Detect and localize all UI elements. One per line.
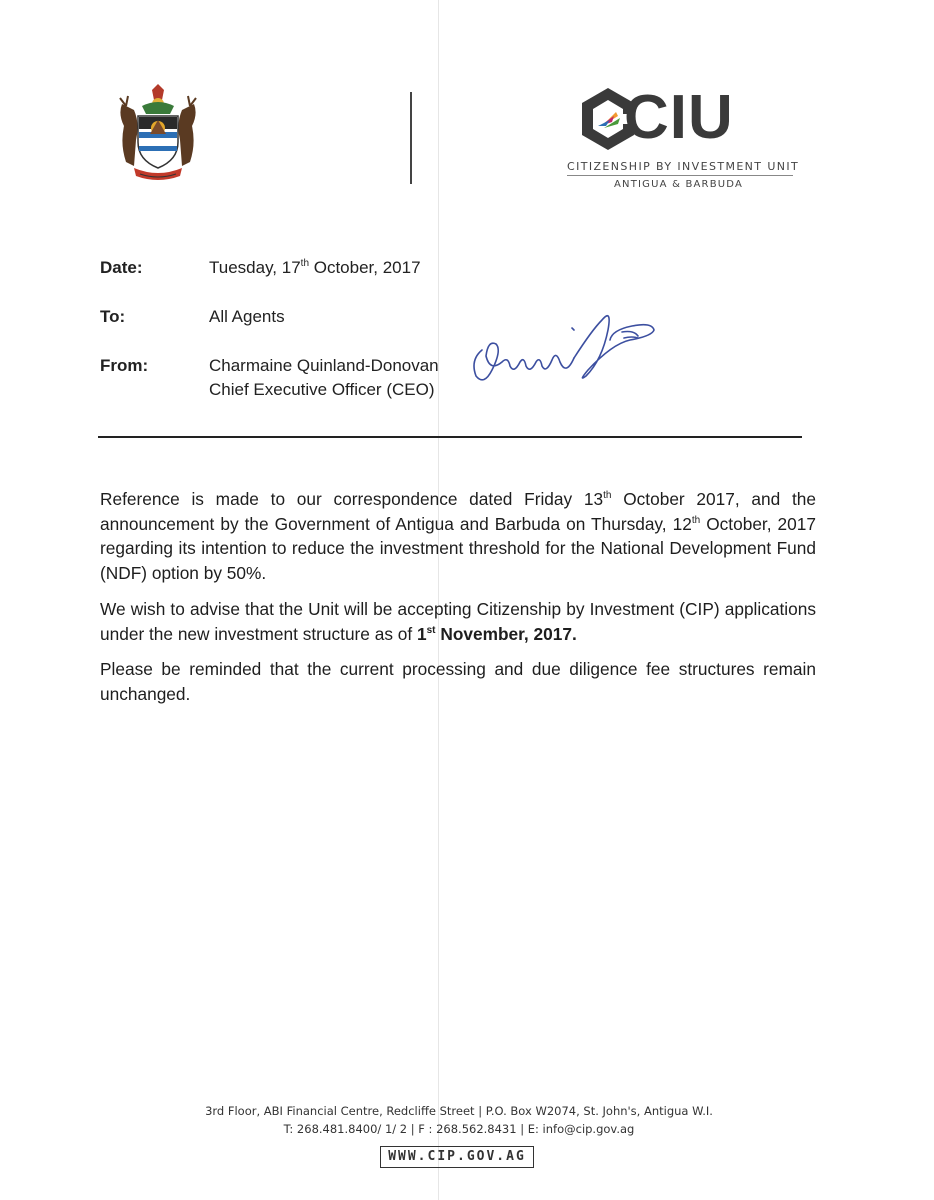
date-value: Tuesday, 17th October, 2017 — [209, 258, 421, 277]
footer-website: WWW.CIP.GOV.AG — [380, 1146, 534, 1168]
body-paragraph-2: We wish to advise that the Unit will be accepting Citizenship by Investment (CIP) applications under the new investment structure as of 1st November, 2017. — [100, 599, 816, 644]
to-value: All Agents — [209, 307, 285, 326]
body-paragraph-1: Reference is made to our correspondence dated Friday 13th October 2017, and the announcement by the Government of Antigua and Barbuda on Thursday, 12th October, 2017 regarding its intention to reduce the investment threshold for the National Development Fund (NDF) option by 50%. — [100, 489, 817, 583]
footer-contact: T: 268.481.8400/ 1/ 2 | F : 268.562.8431 | E: info@cip.gov.ag — [283, 1122, 635, 1136]
logo-country: ANTIGUA & BARBUDA — [614, 179, 744, 190]
logo-underline — [567, 175, 793, 176]
date-label: Date: — [100, 258, 143, 277]
header-divider — [410, 92, 412, 184]
from-name: Charmaine Quinland-Donovan — [209, 356, 439, 375]
from-label: From: — [100, 356, 149, 375]
ciu-logo-text: CIU — [624, 83, 734, 152]
coat-of-arms-icon — [112, 84, 204, 186]
from-title: Chief Executive Officer (CEO) — [209, 380, 435, 399]
signature-icon — [462, 300, 662, 392]
logo-subtitle: CITIZENSHIP BY INVESTMENT UNIT — [567, 160, 800, 173]
to-label: To: — [100, 307, 126, 326]
memo-divider — [98, 436, 802, 438]
body-paragraph-3: Please be reminded that the current processing and due diligence fee structures remain unchanged. — [100, 659, 816, 704]
footer-address: 3rd Floor, ABI Financial Centre, Redcliffe Street | P.O. Box W2074, St. John's, Antigua W.I. — [205, 1104, 713, 1118]
